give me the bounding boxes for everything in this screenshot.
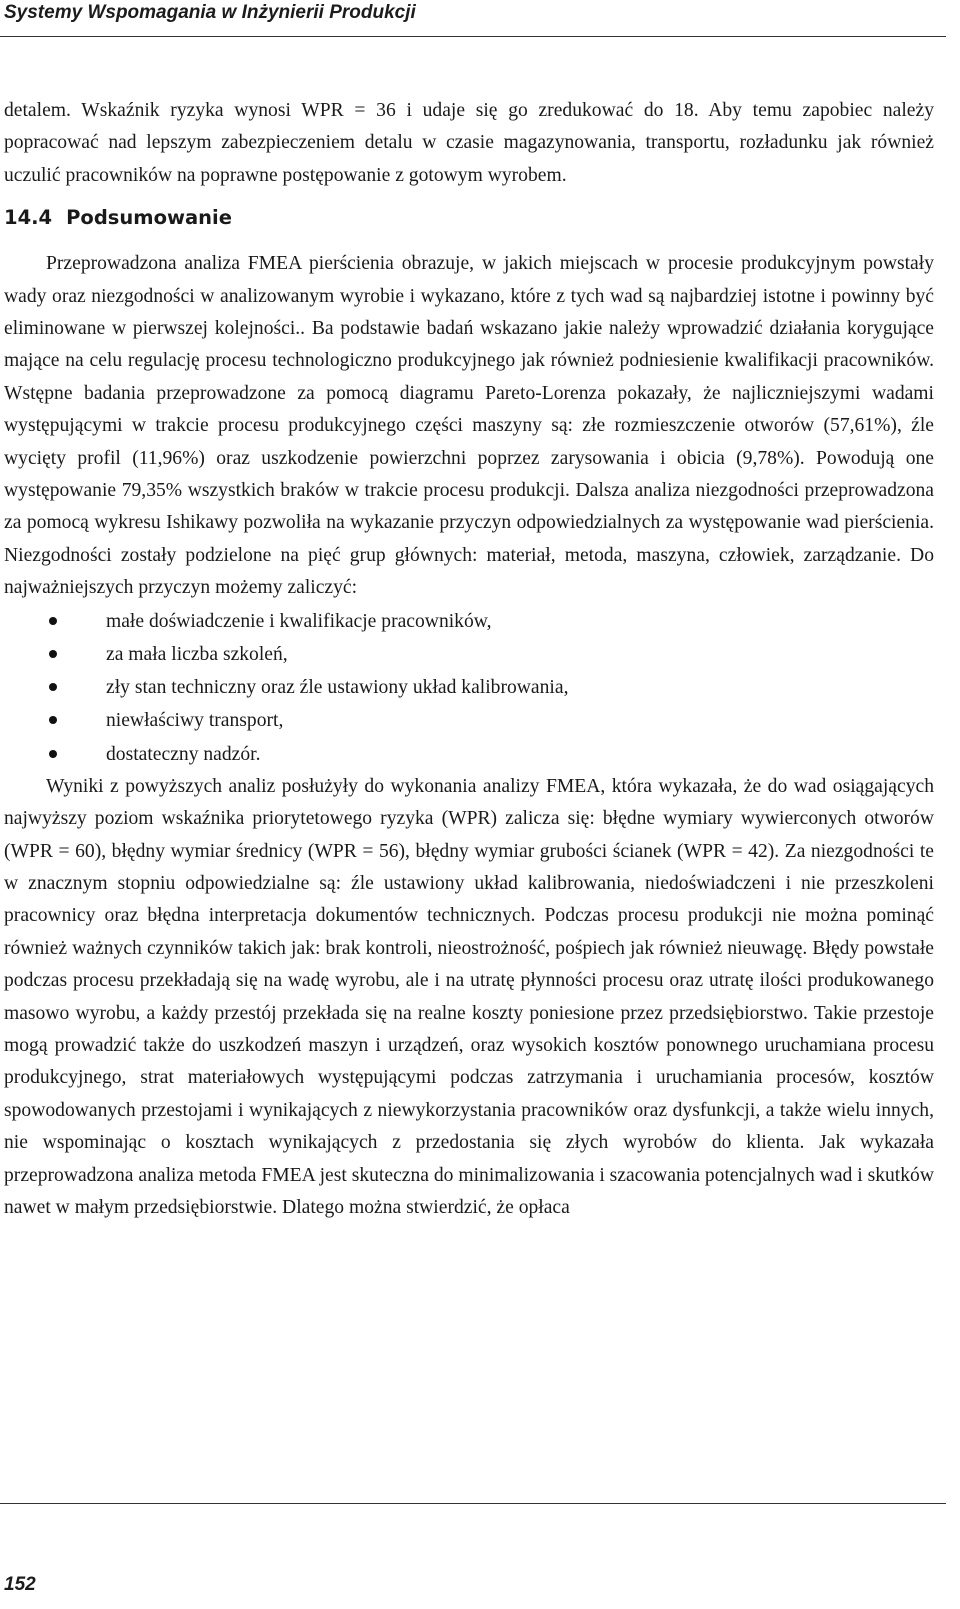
list-item xyxy=(4,704,934,737)
footer-divider xyxy=(0,1503,946,1504)
causes-list xyxy=(4,605,934,771)
bullet-icon xyxy=(49,617,57,625)
list-item xyxy=(4,605,934,638)
list-item xyxy=(4,738,934,771)
list-item-text: niewłaściwy transport, xyxy=(106,710,284,732)
list-item-text: zły stan techniczny oraz źle ustawiony układ kalibrowania, xyxy=(106,677,569,699)
section-number: 14.4 xyxy=(4,206,53,230)
running-header: Systemy Wspomagania w Inżynierii Produkcji xyxy=(4,2,416,23)
list-item xyxy=(4,671,934,704)
header-divider xyxy=(0,36,946,37)
list-item-text: dostateczny nadzór. xyxy=(106,743,261,765)
bullet-icon xyxy=(49,716,57,724)
section-heading xyxy=(4,202,934,234)
bullet-icon xyxy=(49,683,57,691)
bullet-icon xyxy=(49,650,57,658)
list-item-text: małe doświadczenie i kwalifikacje pracowników, xyxy=(106,610,492,632)
intro-paragraph: detalem. Wskaźnik ryzyka wynosi WPR = 36 i udaje się go zredukować do 18. Aby temu zapobiec należy popracować nad lepszym zabezpieczeniem detalu w czasie magazynowania, transportu, rozładunku jak również uczulić pracowników na poprawne postępowanie z gotowym wyrobem. xyxy=(4,100,934,186)
list-item-text: za mała liczba szkoleń, xyxy=(106,643,288,665)
page-number: 152 xyxy=(4,1574,36,1595)
bullet-icon xyxy=(49,750,57,758)
summary-paragraph-2: Wyniki z powyższych analiz posłużyły do wykonania analizy FMEA, która wykazała, że do wad osiągających najwyższy poziom wskaźnika priorytetowego ryzyka (WPR) zalicza się: błędne wymiary wywierconych otworów (WPR = 60), błędny wymiar średnicy (WPR = 56), błędny wymiar grubości ścianek (WPR = 42). Za niezgodności te w znacznym stopniu odpowiedzialne są: źle ustawiony układ kalibrowania, niedoświadczeni i nie przeszkoleni pracownicy oraz błędna interpretacja dokumentów technicznych. Podczas procesu produkcji nie można pominąć również ważnych czynników takich jak: brak kontroli, nieostrożność, pośpiech jak również nieuwagę. Błędy powstałe podczas procesu przekładają się na wadę wyrobu, ale i na utratę płynności procesu oraz utratę ilości produkowanego masowo wyrobu, a każdy przestój przekłada się na realne koszty poniesione przez przedsiębiorstwo. Takie przestoje mogą prowadzić także do uszkodzeń maszyn i urządzeń, oraz wysokich kosztów ponownego uruchamiana procesu produkcyjnego, strat materiałowych występującymi podczas zatrzymania i uruchamiania procesów, kosztów spowodowanych przestojami i wynikających z niewykorzystania pracowników oraz dysfunkcji, a także wielu innych, nie wspominając o kosztach wynikających z przedostania się złych wyrobów do klienta. Jak wykazała przeprowadzona analiza metoda FMEA jest skuteczna do minimalizowania i szacowania potencjalnych wad i skutków nawet w małym przedsiębiorstwie. Dlatego można stwierdzić, że opłaca xyxy=(4,775,934,1218)
summary-paragraph-1: Przeprowadzona analiza FMEA pierścienia obrazuje, w jakich miejscach w procesie produkcyjnym powstały wady oraz niezgodności w analizowanym wyrobie i wykazano, które z tych wad są najbardziej istotne i powinny być eliminowane w pierwszej kolejności.. Ba podstawie badań wskazano jakie należy wprowadzić działania korygujące mające na celu regulację procesu technologiczno produkcyjnego jak również podniesienie kwalifikacji pracowników. Wstępne badania przeprowadzone za pomocą diagramu Pareto-Lorenza pokazały, że najliczniejszymi wadami występującymi w trakcie procesu produkcyjnego części maszyny są: złe rozmieszczenie otworów (57,61%), źle wycięty profil (11,96%) oraz uszkodzenie powierzchni poprzez zarysowania i obicia (9,78%). Powodują one występowanie 79,35% wszystkich braków w trakcie procesu produkcji. Dalsza analiza niezgodności przeprowadzona za pomocą wykresu Ishikawy pozwoliła na wykazanie przyczyn odpowiedzialnych za występowanie wad pierścienia. Niezgodności zostały podzielone na pięć grup głównych: materiał, metoda, maszyna, człowiek, zarządzanie. Do najważniejszych przyczyn możemy zaliczyć: xyxy=(4,253,934,599)
list-item xyxy=(4,638,934,671)
section-title: Podsumowanie xyxy=(66,206,232,230)
page-body xyxy=(4,95,934,1224)
